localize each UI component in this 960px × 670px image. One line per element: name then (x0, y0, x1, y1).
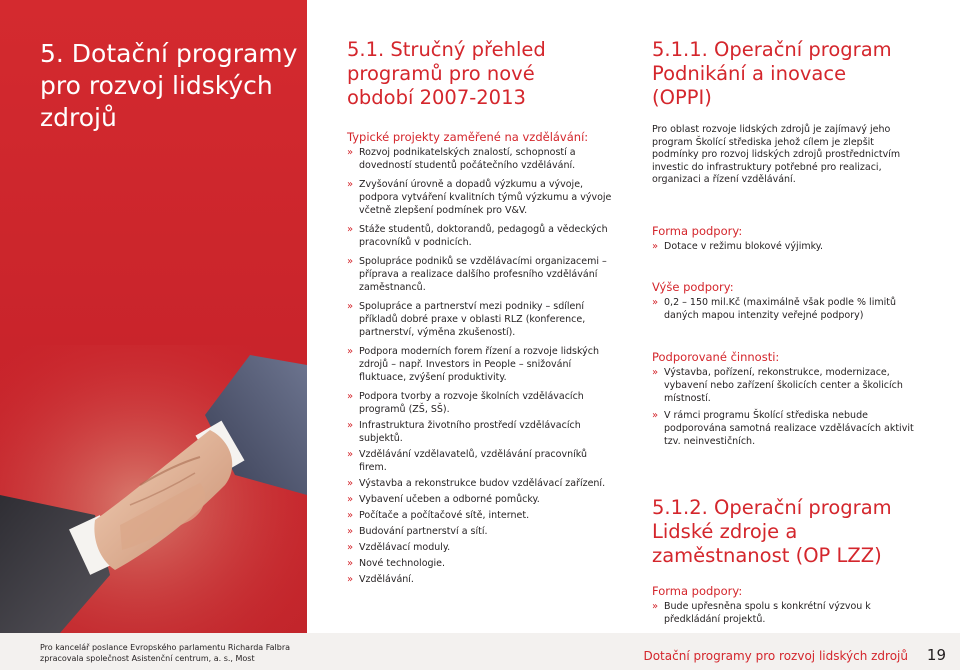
oppi-cinnosti-label: Podporované činnosti: (652, 349, 780, 364)
list-item: » Budování partnerství a sítí. (347, 525, 615, 538)
list-item: » Počítače a počítačové sítě, internet. (347, 509, 615, 522)
list-item: » Výstavba a rekonstrukce budov vzdělávací zařízení. (347, 477, 615, 490)
list-item: » Zvyšování úrovně a dopadů výzkumu a vývoje, podpora vytváření kvalitních týmů výzkumu a vývoje včetně zlepšení podmínek pro V&V. (347, 178, 615, 217)
list-item: » Stáže studentů, doktorandů, pedagogů a vědeckých pracovníků v podnicích. (347, 223, 615, 249)
footer-credit-line: zpracovala společnost Asistenční centrum, a. s., Most (40, 653, 255, 663)
chapter-panel (0, 0, 307, 633)
handshake-photo (0, 345, 307, 633)
oppi-intro: Pro oblast rozvoje lidských zdrojů je zajímavý jeho program Školící střediska jehož cílem je zlepšit podmínky pro rozvoj lidských zdrojů prostřednictvím investic do infrastruktury potřebné pro realizaci, organizaci a řízení vzdělávání. (652, 124, 901, 185)
typical-projects-list (347, 146, 615, 586)
list-item: » Podpora tvorby a rozvoje školních vzdělávacích programů (ZŠ, SŠ). (347, 390, 615, 416)
middle-column (347, 38, 615, 586)
list-item: » Výstavba, pořízení, rekonstrukce, modernizace, vybavení nebo zařízení školicích center a školicích místností. (652, 366, 922, 405)
list-item: » Podpora moderních forem řízení a rozvoje lidských zdrojů – např. Investors in People – snižování fluktuace, zvýšení produktivity. (347, 345, 615, 384)
right-column (652, 38, 922, 626)
list-item: » 0,2 – 150 mil.Kč (maximálně však podle % limitů daných mapou intenzity veřejné podpory) (652, 296, 922, 322)
list-item: » Vybavení učeben a odborné pomůcky. (347, 493, 615, 506)
page-number: 19 (926, 646, 946, 664)
footer-credit-line: Pro kancelář poslance Evropského parlamentu Richarda Falbra (40, 643, 291, 652)
page-footer (0, 633, 960, 670)
list-item: » Rozvoj podnikatelských znalostí, schopností a dovedností studentů počátečního vzdělávání. (347, 146, 615, 172)
list-item: » Nové technologie. (347, 557, 615, 570)
oppi-vyse-label: Výše podpory: (652, 279, 734, 294)
list-item: » V rámci programu Školící střediska nebude podporována samotná realizace vzdělávacích aktivit tzv. neinvestičních. (652, 409, 922, 448)
footer-credits (40, 643, 290, 664)
oplzz-forma-label: Forma podpory: (652, 583, 743, 598)
list-item: » Vzdělávací moduly. (347, 541, 615, 554)
list-item: » Vzdělávání. (347, 573, 615, 586)
oplzz-forma-list (652, 600, 922, 626)
oppi-heading: 5.1.1. Operační program Podnikání a inovace (OPPI) (652, 38, 892, 109)
list-item: » Spolupráce podniků se vzdělávacími organizacemi – příprava a realizace dalšího profesního vzdělávání zaměstnanců. (347, 255, 615, 294)
oppi-forma-list (652, 240, 922, 253)
list-item: » Bude upřesněna spolu s konkrétní výzvou k předkládání projektů. (652, 600, 922, 626)
list-item: » Infrastruktura životního prostředí vzdělávacích subjektů. (347, 419, 615, 445)
typical-projects-label: Typické projekty zaměřené na vzdělávání: (347, 130, 589, 144)
chapter-title: 5. Dotační programy pro rozvoj lidských zdrojů (40, 39, 298, 132)
oppi-cinnosti-list (652, 366, 922, 448)
list-item: » Dotace v režimu blokové výjimky. (652, 240, 922, 253)
footer-section-title: Dotační programy pro rozvoj lidských zdrojů (643, 649, 908, 663)
section-heading: 5.1. Stručný přehled programů pro nové období 2007-2013 (347, 38, 546, 109)
oppi-vyse-list (652, 296, 922, 322)
oplzz-heading: 5.1.2. Operační program Lidské zdroje a zaměstnanost (OP LZZ) (652, 495, 892, 567)
list-item: » Spolupráce a partnerství mezi podniky – sdílení příkladů dobré praxe v oblasti RLZ (konference, partnerství, výměna zkušeností). (347, 300, 615, 339)
oppi-forma-label: Forma podpory: (652, 223, 743, 238)
list-item: » Vzdělávání vzdělavatelů, vzdělávání pracovníků firem. (347, 448, 615, 474)
